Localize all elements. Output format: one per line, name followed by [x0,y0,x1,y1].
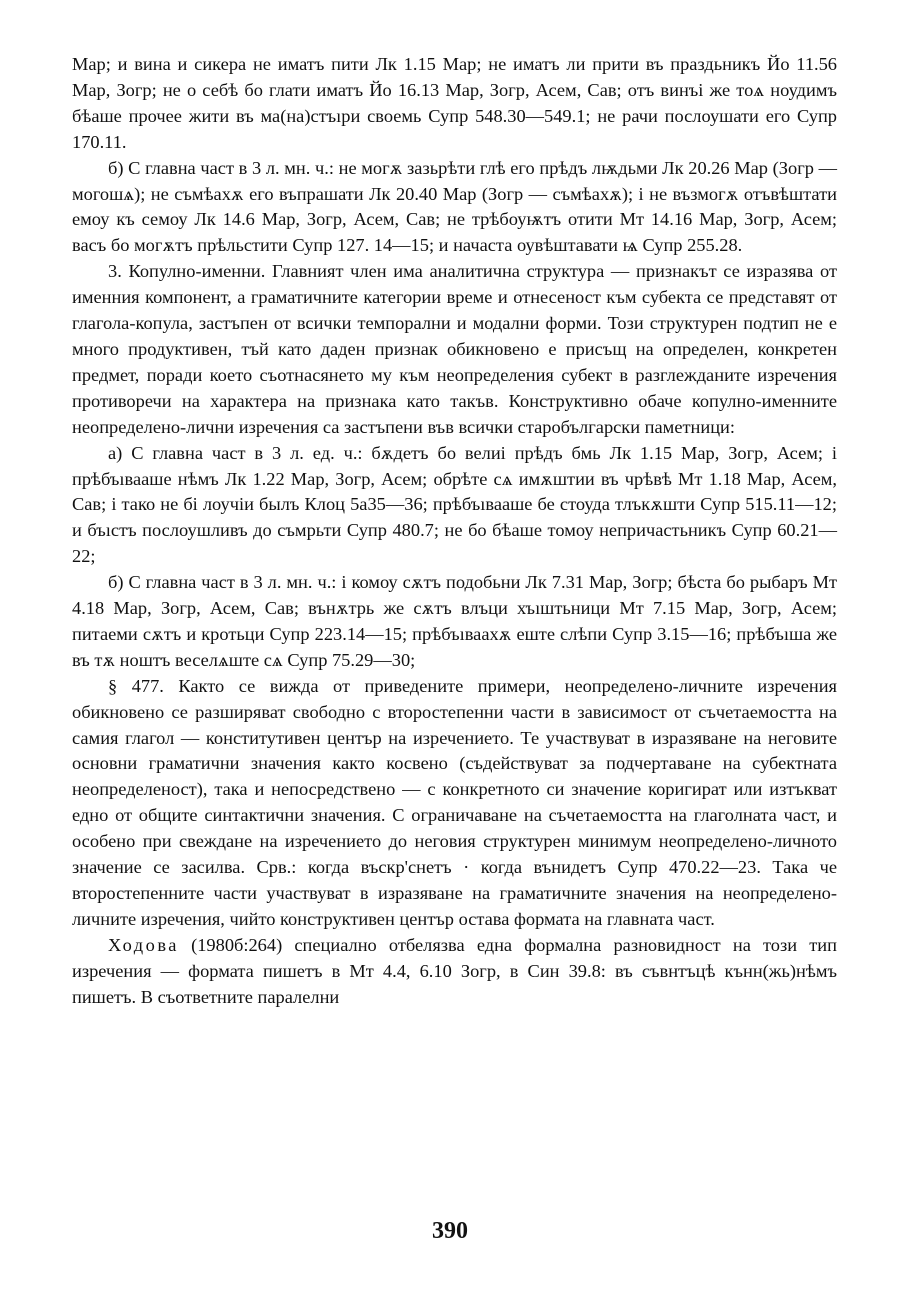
page-number: 390 [432,1218,468,1244]
paragraph-section-477: § 477. Както се вижда от приведените примери, неопределено-личните изречения обикновено се разширяват свободно с второстепенни части в зависимост от съчетаемостта на самия глагол — конститутивен център на изречението. Те участвуват в изразяване на неговите основни граматични значения както косвено (съдействуват за подчертаване на субектната неопределеност), така и непосредствено — с конкретното си значение коригират или изтъкват едно от общите синтактични значения. С ограничаване на съчетаемостта на глаголната част, и особено при свеждане на изречението до неговия структурен минимум неопределено-личното значение се засилва. Срв.: когда въскр'снетъ · когда вънидетъ Супр 470.22—23. Така че второстепенните части участвуват в изразяване на граматичните значения на неопределено-личните изречения, чийто конструктивен център остава формата на главната част. [72,675,837,929]
paragraph-copular-text: Копулно-именни. Главният член има аналитична структура — признакът се изразява от именния компонент, а граматичните категории време и отнесеност към субекта се представят от глагола-копула, застъпен от всички темпорални и модални форми. Този структурен подтип не е много продуктивен, тъй като даден признак обикновено е присъщ на определен, конкретен предмет, поради което съотнасянето му към неопределения субект в разглежданите изречения противоречи на характера на признака като такъв. Конструктивно обаче копулно-именните неопределено-лични изречения са застъпени във всички старобългарски паметници: [72,261,837,437]
paragraph-plural-subtype: б) С главна част в 3 л. мн. ч.: не могѫ зазьрѣти глѣ его прѣдъ лѭдьми Лк 20.26 Мар (Зогр — могошѧ); не съмѣахѫ его въпрашати Лк 20.40 Мар (Зогр — съмѣахѫ); і не възмогѫ отъвѣштати емоу къ семоу Лк 14.6 Мар, Зогр, Асем, Сав; не трѣбоуѭтъ отити Мт 14.16 Мар, Зогр, Асем; васъ бо могѫтъ прѣльстити Супр 127. 14—15; и начаста оувѣштавати ѩ Супр 255.28. [72,157,837,256]
page-text [72,52,837,1011]
item-number: 3. [108,261,122,282]
paragraph-examples-continued: Мар; и вина и сикера не иматъ пити Лк 1.15 Мар; не иматъ ли прити въ праздьникъ Йо 11.56 Мар, Зогр; не о себѣ бо глати иматъ Йо 16.13 Мар, Зогр, Асем, Сав; отъ винъі же тоѧ ноудимъ бѣаше прочее жити въ ма(на)стъıри своемь Супр 548.30—549.1; не рачи послоушати его Супр 170.11. [72,54,837,152]
author-name: Ходова [108,934,179,955]
paragraph-copular-singular: а) С главна част в 3 л. ед. ч.: бѫдетъ бо велиі прѣдъ бмь Лк 1.15 Мар, Зогр, Асем; і прѣбъıвааше нѣмъ Лк 1.22 Мар, Зогр, Асем; обрѣте сѧ имѫштии въ чрѣвѣ Мт 1.18 Мар, Асем, Сав; і тако не бі лоучіи былъ Клоц 5а35—36; прѣбъıвааше бе стоуда тлъкѫшти Супр 515.11—12; и бъıстъ послоушливъ до съмрьти Супр 480.7; не бо бѣаше томоу непричастьникъ Супр 60.21—22; [72,442,837,567]
paragraph-copular-plural: б) С главна част в 3 л. мн. ч.: і комоу сѫтъ подобьни Лк 7.31 Мар, Зогр; бѣста бо рыбаръ Мт 4.18 Мар, Зогр, Асем, Сав; вънѫтрь же сѫтъ влъци хъıштьници Мт 7.15 Мар, Зогр, Асем; питаеми сѫтъ и кротьци Супр 223.14—15; прѣбъıваахѫ еште слѣпи Супр 3.15—16; прѣбъıша же въ тѫ ноштъ веселѧште сѧ Супр 75.29—30; [72,572,837,670]
paragraph-khodova [72,933,837,1011]
paragraph-khodova-text: (1980б:264) специално отбелязва една формална разновидност на този тип изречения — формата пишетъ в Мт 4.4, 6.10 Зогр, в Син 39.8: въ съвнтъцѣ кънн(жь)нѣмъ пишетъ. В съответните паралелни [72,934,837,1007]
paragraph-copular-intro [72,259,837,440]
